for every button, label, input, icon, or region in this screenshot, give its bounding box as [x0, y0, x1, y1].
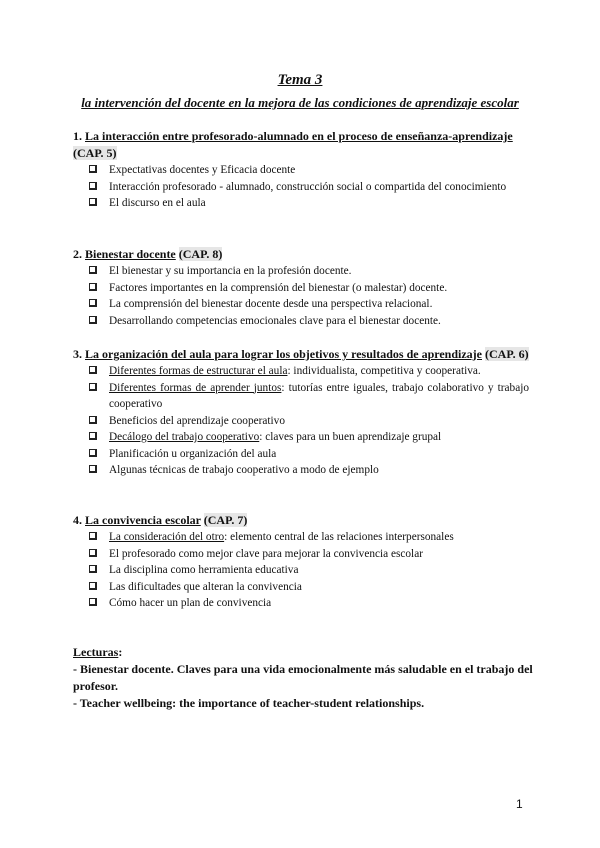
checkbox-bullet-icon — [89, 432, 97, 440]
chapter-reference: (CAP. 6) — [485, 347, 529, 361]
list-item: Interacción profesorado - alumnado, construcción social o compartida del conocimiento — [73, 179, 529, 196]
list-item: La disciplina como herramienta educativa — [73, 562, 529, 579]
section-number: 1. — [73, 129, 82, 143]
section-number: 3. — [73, 347, 82, 361]
list-item: La comprensión del bienestar docente desde una perspectiva relacional. — [73, 296, 529, 313]
topic-list — [73, 529, 529, 612]
checkbox-bullet-icon — [89, 582, 97, 590]
list-item: El discurso en el aula — [73, 195, 529, 212]
checkbox-bullet-icon — [89, 449, 97, 457]
chapter-reference: (CAP. 8) — [178, 247, 223, 261]
section-3 — [73, 346, 529, 479]
list-item: Cómo hacer un plan de convivencia — [73, 595, 529, 612]
page-title: Tema 3 — [277, 72, 323, 88]
section-4 — [73, 512, 529, 612]
list-item: El bienestar y su importancia en la profesión docente. — [73, 263, 529, 280]
topic-list — [73, 363, 529, 479]
topic-list — [73, 162, 529, 212]
section-2 — [73, 246, 529, 329]
checkbox-bullet-icon — [89, 465, 97, 473]
section-title: La interacción entre profesorado-alumnado en el proceso de enseñanza-aprendizaje — [85, 129, 513, 143]
list-item: Las dificultades que alteran la convivencia — [73, 579, 529, 596]
checkbox-bullet-icon — [89, 182, 97, 190]
checkbox-bullet-icon — [89, 198, 97, 206]
page-subtitle: la intervención del docente en la mejora de las condiciones de aprendizaje escolar — [81, 95, 519, 110]
checkbox-bullet-icon — [89, 532, 97, 540]
section-number: 2. — [73, 247, 82, 261]
list-item: Decálogo del trabajo cooperativo: claves para un buen aprendizaje grupal — [73, 429, 529, 446]
list-item: Planificación u organización del aula — [73, 446, 529, 463]
section-1 — [73, 128, 529, 212]
checkbox-bullet-icon — [89, 283, 97, 291]
checkbox-bullet-icon — [89, 549, 97, 557]
list-item: Expectativas docentes y Eficacia docente — [73, 162, 529, 179]
list-item: La consideración del otro: elemento central de las relaciones interpersonales — [73, 529, 529, 546]
list-item: Beneficios del aprendizaje cooperativo — [73, 413, 529, 430]
list-item: Diferentes formas de estructurar el aula: individualista, competitiva y cooperativa. — [73, 363, 529, 380]
section-heading — [73, 246, 529, 263]
section-heading — [73, 128, 529, 162]
section-heading — [73, 512, 529, 529]
section-title: La convivencia escolar — [85, 513, 201, 527]
list-item: El profesorado como mejor clave para mejorar la convivencia escolar — [73, 546, 529, 563]
checkbox-bullet-icon — [89, 416, 97, 424]
checkbox-bullet-icon — [89, 316, 97, 324]
list-item: Desarrollando competencias emocionales clave para el bienestar docente. — [73, 313, 529, 330]
checkbox-bullet-icon — [89, 299, 97, 307]
readings-section — [73, 644, 533, 712]
reading-item: - Teacher wellbeing: the importance of teacher-student relationships. — [73, 696, 425, 710]
list-item: Diferentes formas de aprender juntos: tutorías entre iguales, trabajo colaborativo y trabajo cooperativo — [73, 380, 529, 413]
chapter-reference: (CAP. 7) — [203, 513, 248, 527]
reading-item: - Bienestar docente. Claves para una vida emocionalmente más saludable en el trabajo del profesor. — [73, 662, 533, 693]
checkbox-bullet-icon — [89, 165, 97, 173]
list-item: Factores importantes en la comprensión del bienestar (o malestar) docente. — [73, 280, 529, 297]
section-number: 4. — [73, 513, 82, 527]
readings-heading: Lecturas: — [73, 645, 123, 659]
section-heading — [73, 346, 529, 363]
topic-list — [73, 263, 529, 329]
chapter-reference: (CAP. 5) — [73, 146, 117, 160]
checkbox-bullet-icon — [89, 266, 97, 274]
checkbox-bullet-icon — [89, 565, 97, 573]
checkbox-bullet-icon — [89, 598, 97, 606]
checkbox-bullet-icon — [89, 366, 97, 374]
list-item: Algunas técnicas de trabajo cooperativo a modo de ejemplo — [73, 462, 529, 479]
page-number: 1 — [516, 797, 523, 811]
section-title: La organización del aula para lograr los objetivos y resultados de aprendizaje — [85, 347, 483, 361]
checkbox-bullet-icon — [89, 383, 97, 391]
section-title: Bienestar docente — [85, 247, 176, 261]
